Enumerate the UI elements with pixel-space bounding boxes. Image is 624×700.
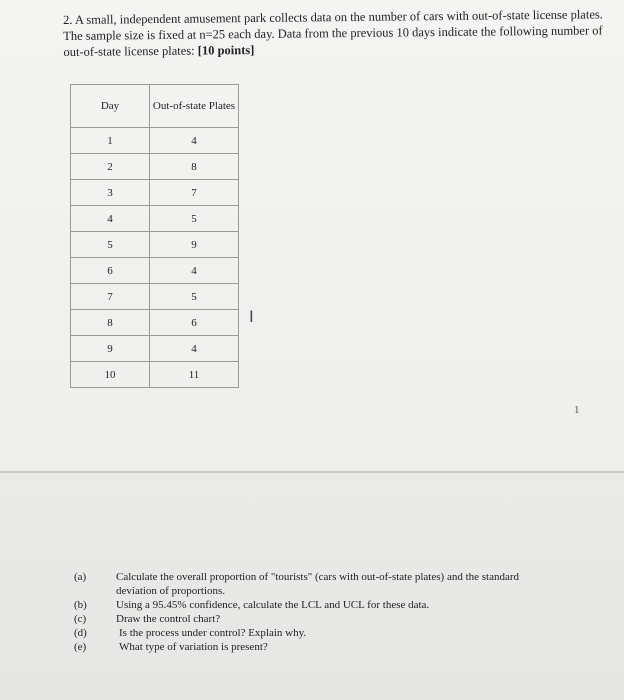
- question-text: Draw the control chart?: [116, 613, 221, 625]
- table-row: [71, 232, 239, 258]
- plates-cell: 5: [150, 284, 239, 310]
- question-letter: (e): [74, 641, 87, 653]
- question-b: [74, 598, 544, 612]
- plates-cell: 9: [150, 232, 239, 258]
- question-text: Calculate the overall proportion of "tourists" (cars with out-of-state plates) and the standard deviation of proportions.: [116, 571, 520, 597]
- question-e: [74, 640, 544, 654]
- table-header-row: [71, 85, 239, 128]
- plates-cell: 4: [150, 336, 239, 362]
- question-c: [74, 612, 544, 626]
- problem-points: [10 points]: [197, 42, 255, 58]
- question-text: What type of variation is present?: [119, 641, 268, 653]
- day-cell: 8: [71, 310, 150, 336]
- table-row: [71, 258, 239, 284]
- question-letter: (c): [74, 613, 87, 625]
- table-row: [71, 206, 239, 232]
- problem-number: 2.: [63, 12, 73, 27]
- table-row: [71, 336, 239, 362]
- question-d: [74, 626, 544, 640]
- question-list: [74, 570, 544, 654]
- plates-header: Out-of-state Plates: [150, 85, 239, 128]
- plates-cell: 8: [150, 154, 239, 180]
- table-row: [71, 310, 239, 336]
- day-cell: 1: [71, 128, 150, 154]
- question-letter: (b): [74, 599, 87, 611]
- day-cell: 10: [71, 362, 150, 388]
- day-cell: 5: [71, 232, 150, 258]
- day-cell: 9: [71, 336, 150, 362]
- question-letter: (d): [74, 627, 87, 639]
- data-table: [70, 84, 239, 388]
- table-row: [71, 128, 239, 154]
- plates-cell: 5: [150, 206, 239, 232]
- plates-cell: 6: [150, 310, 239, 336]
- plates-cell: 4: [150, 258, 239, 284]
- plates-cell: 11: [150, 362, 239, 388]
- day-header: Day: [71, 85, 150, 128]
- plates-cell: 7: [150, 180, 239, 206]
- day-cell: 4: [71, 206, 150, 232]
- table-row: [71, 362, 239, 388]
- problem-text: A small, independent amusement park collects data on the number of cars with out-of-state license plates. The sample size is fixed at n=25 each day. Data from the previous 10 days indicate the following number of out-of-state license plates:: [63, 7, 603, 59]
- day-cell: 7: [71, 284, 150, 310]
- page-number: 1: [574, 404, 580, 416]
- question-text: Using a 95.45% confidence, calculate the LCL and UCL for these data.: [116, 599, 430, 611]
- day-cell: 3: [71, 180, 150, 206]
- table-row: [71, 154, 239, 180]
- day-cell: 6: [71, 258, 150, 284]
- problem-statement: [63, 6, 603, 60]
- question-a: [74, 570, 544, 598]
- question-text: Is the process under control? Explain why.: [119, 627, 307, 639]
- day-cell: 2: [71, 154, 150, 180]
- question-letter: (a): [74, 571, 87, 583]
- table-row: [71, 180, 239, 206]
- plates-cell: 4: [150, 128, 239, 154]
- table-row: [71, 284, 239, 310]
- text-cursor-icon: I: [249, 307, 254, 326]
